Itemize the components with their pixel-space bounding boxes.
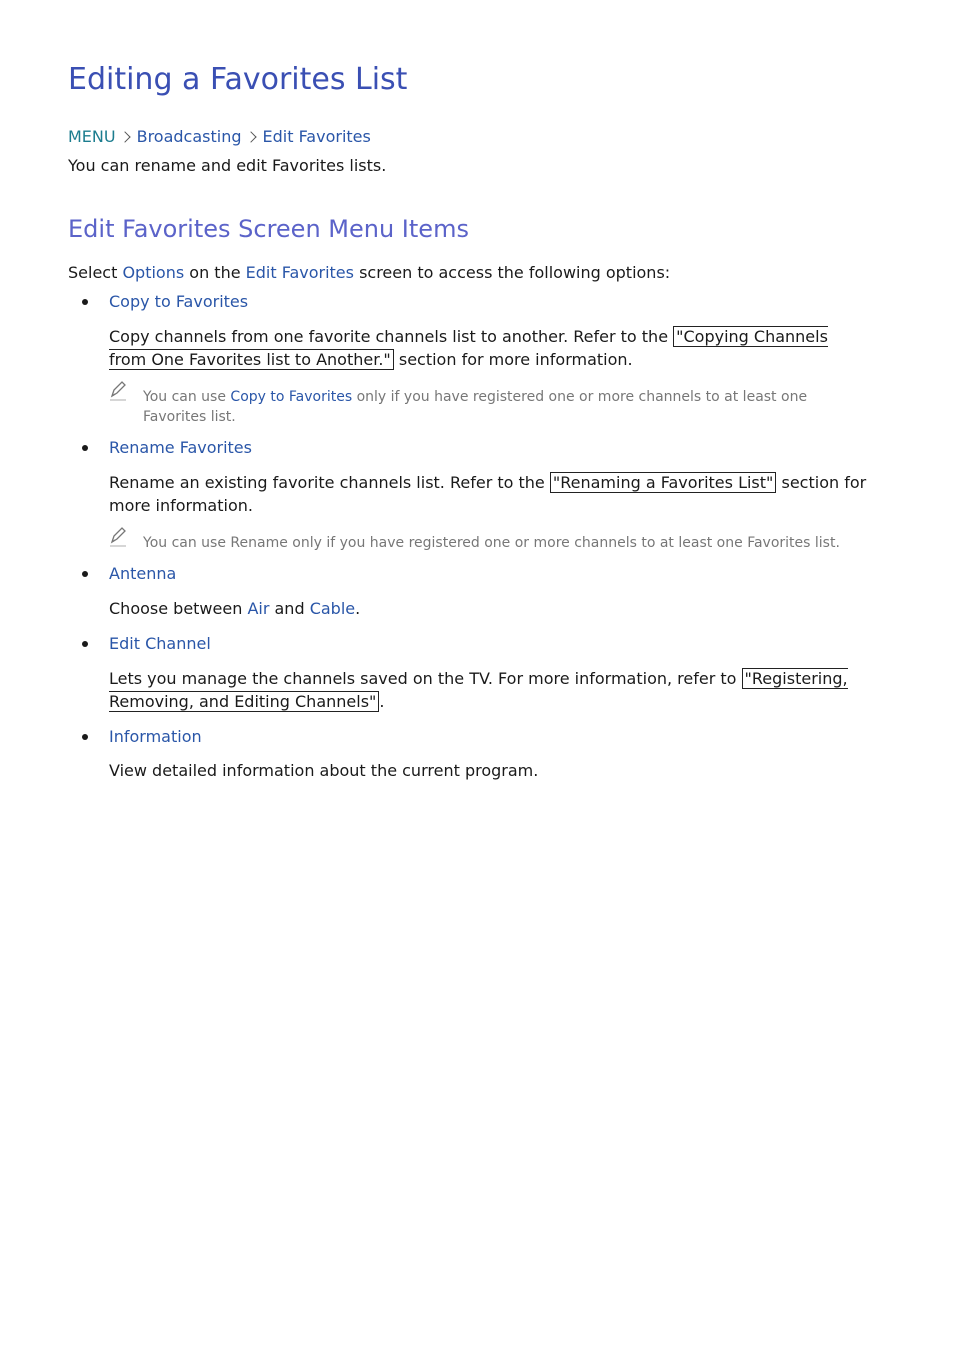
item-body-text: Choose between (109, 599, 248, 618)
item-body-text: Rename an existing favorite channels list. Refer to the (109, 473, 550, 492)
breadcrumb-menu[interactable]: MENU (68, 127, 116, 146)
item-body-information: View detailed information about the current program. (109, 761, 539, 780)
bullet-icon (82, 445, 88, 451)
bullet-icon (82, 734, 88, 740)
chevron-right-icon (245, 131, 256, 142)
bullet-icon (82, 571, 88, 577)
cross-reference-link[interactable]: "Copying Channels from One Favorites list to Another." (109, 327, 828, 369)
note-text-part: only if you have registered one or more channels to at least one Favorites list. (143, 389, 808, 425)
item-body-text: Copy channels from one favorite channels list to another. Refer to the (109, 327, 674, 346)
item-body-copy-to-favorites (109, 325, 869, 371)
item-body-edit-channel (109, 667, 869, 713)
note-text-part: You can use (143, 389, 231, 405)
note-text (143, 387, 843, 427)
breadcrumb-broadcasting[interactable]: Broadcasting (136, 127, 242, 146)
bullet-icon (82, 299, 88, 305)
item-title-information: Information (109, 727, 202, 746)
cross-reference-link[interactable]: "Registering, Removing, and Editing Channels" (109, 669, 848, 711)
breadcrumb (68, 127, 371, 146)
breadcrumb-edit-favorites[interactable]: Edit Favorites (262, 127, 371, 146)
item-title-rename-favorites: Rename Favorites (109, 438, 252, 457)
item-body-text: . (379, 692, 385, 711)
pencil-note-icon (109, 381, 127, 401)
intro-text: You can rename and edit Favorites lists. (68, 156, 387, 175)
lead-paragraph (68, 263, 670, 282)
page-title: Editing a Favorites List (68, 62, 408, 97)
lead-text-3: screen to access the following options: (353, 263, 671, 282)
lead-text-1: Select (68, 263, 123, 282)
item-title-copy-to-favorites: Copy to Favorites (109, 292, 249, 311)
pencil-note-icon (109, 527, 127, 547)
lead-text-2: on the (184, 263, 246, 282)
item-body-text: section for more information. (393, 350, 633, 369)
chevron-right-icon (119, 131, 130, 142)
bullet-icon (82, 641, 88, 647)
item-title-edit-channel: Edit Channel (109, 634, 211, 653)
item-body-text: Lets you manage the channels saved on the TV. For more information, refer to (109, 669, 742, 688)
item-body-text: section for more information. (109, 473, 867, 515)
note-text: You can use Rename only if you have registered one or more channels to at least one Favorites list. (143, 535, 840, 551)
note-keyword: Copy to Favorites (230, 389, 353, 405)
air-keyword: Air (247, 599, 270, 618)
section-title: Edit Favorites Screen Menu Items (68, 215, 469, 243)
cable-keyword: Cable (309, 599, 356, 618)
item-title-antenna: Antenna (109, 564, 177, 583)
item-body-antenna (109, 597, 869, 620)
item-body-text: . (355, 599, 361, 618)
item-body-text: and (269, 599, 310, 618)
cross-reference-link[interactable]: "Renaming a Favorites List" (550, 472, 777, 493)
options-keyword: Options (122, 263, 185, 282)
item-body-rename-favorites (109, 471, 869, 517)
edit-favorites-keyword: Edit Favorites (245, 263, 354, 282)
